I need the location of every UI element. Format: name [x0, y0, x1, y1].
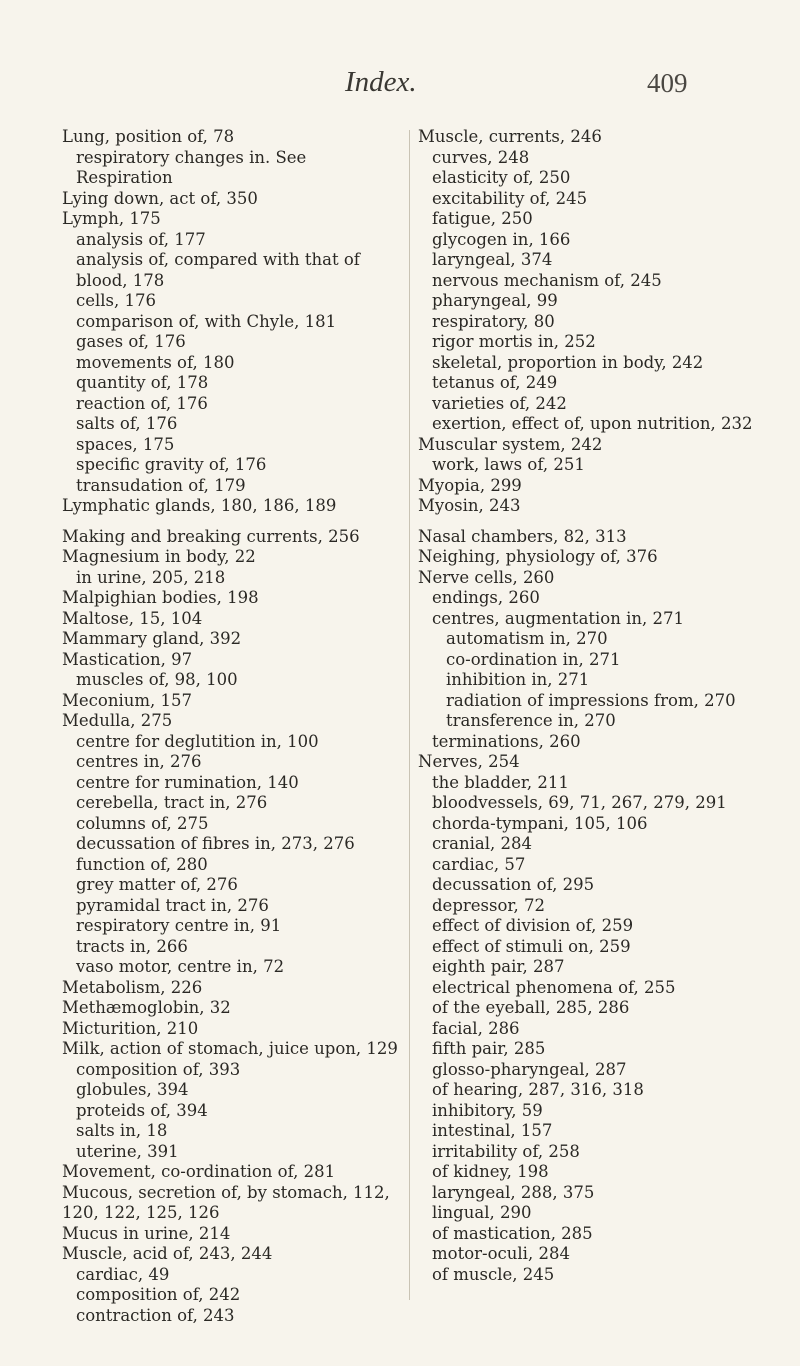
index-subentry: co-ordination in, 271: [446, 649, 621, 669]
index-subentry: endings, 260: [432, 588, 540, 607]
index-subentry: respiratory centre in, 91: [76, 916, 282, 935]
index-subentry: skeletal, proportion in body, 242: [432, 352, 704, 372]
index-subentry: transference in, 270: [446, 711, 616, 730]
index-subentry: cardiac, 49: [76, 1264, 170, 1284]
index-subentry: analysis of, compared with that of blood, 178: [76, 250, 360, 290]
index-subentry: exertion, effect of, upon nutrition, 232: [432, 414, 753, 433]
index-subentry: pyramidal tract in, 276: [76, 895, 269, 915]
index-subentry: chorda-tympani, 105, 106: [432, 813, 648, 833]
index-entry: Neighing, physiology of, 376: [418, 547, 658, 566]
index-subentry: movements of, 180: [76, 352, 235, 372]
index-entry: Lymph, 175: [62, 209, 161, 228]
index-subentry: in urine, 205, 218: [76, 567, 226, 587]
index-subentry: analysis of, 177: [76, 229, 206, 249]
index-subentry: electrical phenomena of, 255: [432, 977, 676, 997]
index-subentry: of mastication, 285: [432, 1223, 593, 1243]
index-subentry: reaction of, 176: [76, 393, 208, 413]
index-subentry: inhibition in, 271: [446, 670, 590, 689]
index-subentry: respiratory changes in. See Respiration: [76, 147, 307, 187]
index-entry: Movement, co-ordination of, 281: [62, 1162, 336, 1181]
index-subentry: composition of, 393: [76, 1059, 241, 1079]
index-subentry: quantity of, 178: [76, 373, 209, 392]
index-subentry: nervous mechanism of, 245: [432, 270, 662, 290]
index-subentry: varieties of, 242: [432, 393, 567, 413]
index-subentry: laryngeal, 374: [432, 250, 553, 269]
index-subentry: bloodvessels, 69, 71, 267, 279, 291: [432, 793, 727, 812]
index-subentry: uterine, 391: [76, 1141, 179, 1161]
index-entry: Muscle, currents, 246: [418, 127, 602, 146]
index-entry: Methæmoglobin, 32: [62, 998, 231, 1017]
index-subentry: effect of stimuli on, 259: [432, 936, 631, 956]
index-subentry: cells, 176: [76, 291, 157, 310]
index-subentry: centres in, 276: [76, 752, 202, 771]
index-subentry: respiratory, 80: [432, 311, 555, 331]
index-subentry: vaso motor, centre in, 72: [76, 957, 285, 976]
index-entry: Maltose, 15, 104: [62, 608, 203, 628]
index-subentry: salts in, 18: [76, 1121, 168, 1140]
index-subentry: glosso-pharyngeal, 287: [432, 1059, 627, 1079]
index-subentry: depressor, 72: [432, 895, 545, 915]
index-subentry: comparison of, with Chyle, 181: [76, 311, 337, 331]
index-subentry: inhibitory, 59: [432, 1100, 543, 1120]
column-divider: [409, 130, 410, 1300]
page-title: Index.: [345, 66, 417, 98]
index-subentry: radiation of impressions from, 270: [446, 690, 736, 710]
index-subentry: irritability of, 258: [432, 1141, 580, 1161]
index-column-right: [418, 127, 758, 1285]
index-subentry: excitability of, 245: [432, 188, 588, 208]
index-subentry: motor-oculi, 284: [432, 1244, 570, 1263]
index-subentry: decussation of, 295: [432, 875, 595, 894]
index-subentry: function of, 280: [76, 854, 208, 874]
index-entry: Micturition, 210: [62, 1018, 199, 1038]
index-subentry: columns of, 275: [76, 813, 209, 833]
index-subentry: tracts in, 266: [76, 936, 188, 956]
index-subentry: centre for rumination, 140: [76, 772, 299, 792]
index-entry: Myosin, 243: [418, 496, 521, 515]
index-entry: Mucus in urine, 214: [62, 1223, 231, 1243]
page-header: [0, 66, 800, 106]
index-subentry: the bladder, 211: [432, 772, 569, 792]
index-subentry: cerebella, tract in, 276: [76, 793, 268, 812]
index-entry: Malpighian bodies, 198: [62, 588, 259, 607]
index-entry: Lying down, act of, 350: [62, 188, 258, 208]
index-entry: Milk, action of stomach, juice upon, 129: [62, 1039, 398, 1058]
index-subentry: curves, 248: [432, 147, 530, 167]
index-subentry: cardiac, 57: [432, 854, 526, 874]
index-subentry: proteids of, 394: [76, 1100, 208, 1120]
index-subentry: cranial, 284: [432, 834, 532, 853]
index-subentry: of kidney, 198: [432, 1162, 549, 1181]
index-subentry: automatism in, 270: [446, 629, 608, 648]
index-subentry: globules, 394: [76, 1080, 189, 1099]
index-entry: Muscular system, 242: [418, 434, 603, 454]
index-subentry: pharyngeal, 99: [432, 291, 558, 310]
index-subentry: centre for deglutition in, 100: [76, 731, 319, 751]
page-number: 409: [647, 68, 688, 98]
index-entry: Mucous, secretion of, by stomach, 112, 120, 122, 125, 126: [62, 1182, 390, 1222]
index-entry: Nasal chambers, 82, 313: [418, 526, 627, 546]
index-subentry: lingual, 290: [432, 1203, 532, 1222]
index-entry: Muscle, acid of, 243, 244: [62, 1244, 273, 1263]
index-subentry: intestinal, 157: [432, 1121, 553, 1140]
index-subentry: salts of, 176: [76, 414, 178, 433]
index-subentry: transudation of, 179: [76, 475, 246, 495]
index-subentry: terminations, 260: [432, 731, 581, 751]
index-subentry: of hearing, 287, 316, 318: [432, 1080, 644, 1099]
index-subentry: effect of division of, 259: [432, 916, 634, 935]
index-subentry: fatigue, 250: [432, 209, 533, 228]
index-subentry: contraction of, 243: [76, 1305, 235, 1325]
index-entry: Making and breaking currents, 256: [62, 526, 360, 546]
index-subentry: muscles of, 98, 100: [76, 670, 238, 689]
index-column-left: [62, 127, 402, 1326]
index-entry: Medulla, 275: [62, 711, 173, 730]
index-subentry: grey matter of, 276: [76, 875, 238, 894]
index-entry: Mammary gland, 392: [62, 629, 242, 648]
index-subentry: specific gravity of, 176: [76, 455, 267, 474]
index-subentry: facial, 286: [432, 1018, 520, 1038]
index-subentry: work, laws of, 251: [432, 455, 585, 474]
section-gap: [418, 517, 758, 527]
index-subentry: spaces, 175: [76, 434, 175, 454]
index-subentry: decussation of fibres in, 273, 276: [76, 834, 355, 853]
index-subentry: of muscle, 245: [432, 1264, 555, 1284]
index-subentry: fifth pair, 285: [432, 1039, 546, 1058]
index-entry: Meconium, 157: [62, 690, 192, 710]
index-subentry: tetanus of, 249: [432, 373, 558, 392]
index-subentry: gases of, 176: [76, 332, 186, 351]
index-entry: Lymphatic glands, 180, 186, 189: [62, 496, 337, 515]
index-subentry: of the eyeball, 285, 286: [432, 998, 630, 1017]
index-entry: Magnesium in body, 22: [62, 547, 256, 566]
index-entry: Lung, position of, 78: [62, 127, 235, 146]
index-subentry: rigor mortis in, 252: [432, 332, 596, 351]
index-entry: Nerves, 254: [418, 752, 520, 771]
index-subentry: composition of, 242: [76, 1285, 241, 1304]
index-subentry: laryngeal, 288, 375: [432, 1182, 595, 1202]
index-subentry: eighth pair, 287: [432, 957, 565, 976]
index-entry: Myopia, 299: [418, 475, 522, 495]
index-subentry: centres, augmentation in, 271: [432, 608, 685, 628]
index-subentry: elasticity of, 250: [432, 168, 571, 187]
index-entry: Mastication, 97: [62, 649, 193, 669]
index-entry: Metabolism, 226: [62, 977, 203, 997]
index-subentry: glycogen in, 166: [432, 229, 571, 249]
index-entry: Nerve cells, 260: [418, 567, 555, 587]
section-gap: [62, 517, 402, 527]
